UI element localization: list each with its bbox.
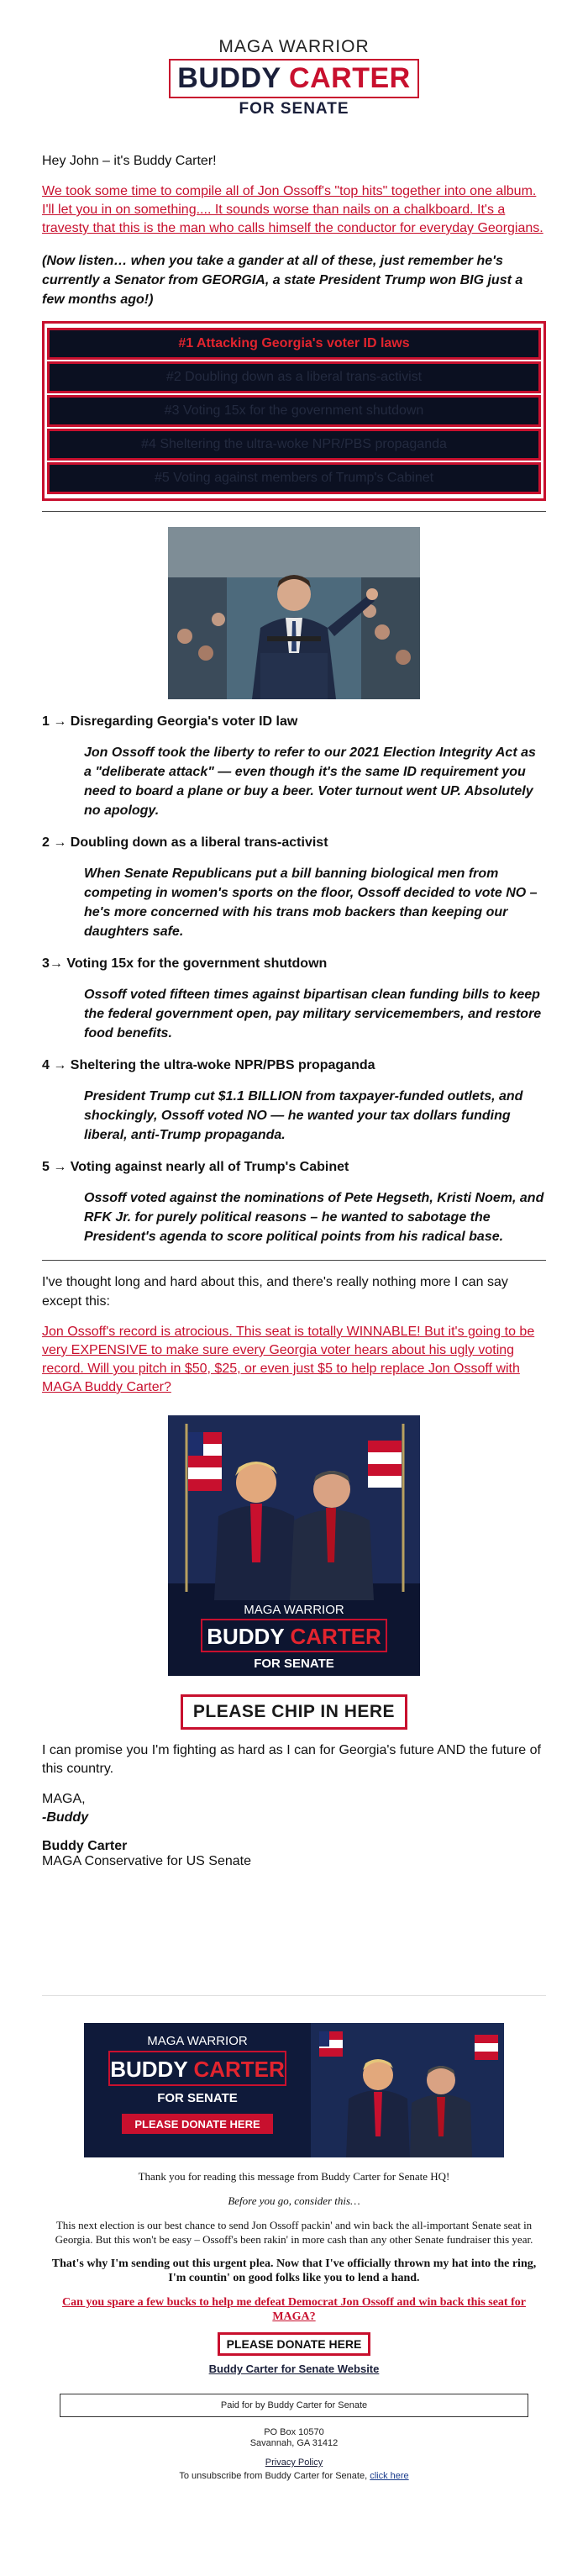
signoff: MAGA, bbox=[42, 1792, 86, 1806]
donate-wrap bbox=[42, 2332, 546, 2356]
banner-logo-top: MAGA WARRIOR bbox=[244, 1603, 344, 1617]
item-2-body: When Senate Republicans put a bill banning biological men from competing in women's sports on the floor, Ossoff decided to vote NO – he's more concerned with his trans mob backers than keeping our daughters safe. bbox=[84, 867, 538, 939]
address-line-1: PO Box 10570 bbox=[264, 2427, 324, 2437]
atrocious-paragraph bbox=[42, 1323, 546, 1397]
campaign-logo bbox=[42, 0, 546, 119]
logo-name-last: CARTER bbox=[289, 62, 411, 94]
promise-paragraph: I can promise you I'm fighting as hard as I can for Georgia's future AND the future of this country. bbox=[42, 1743, 541, 1776]
intro-link[interactable]: We took some time to compile all of Jon Ossoff's "top hits" together into one album. I'll let you in on something.... It sounds worse than nails on a chalkboard. It's a travesty that this is the man who calls himself the conductor for everyday Georgians. bbox=[42, 184, 543, 235]
item-3-body: Ossoff voted fifteen times against bipartisan clean funding bills to keep the federal government open, pay military servicemembers, and restore food benefits. bbox=[84, 988, 542, 1040]
signature-block bbox=[42, 1790, 546, 1827]
election-paragraph: This next election is our best chance to send Jon Ossoff packin' and win back the all-important Senate seat in Georgia. But this won't be easy – Ossoff's been rakin' in more cash than any other Senate fundraiser this year. bbox=[55, 2219, 533, 2246]
footer-divider bbox=[42, 1995, 546, 1996]
divider bbox=[42, 511, 546, 512]
item-2 bbox=[42, 835, 546, 941]
item-4-body: President Trump cut $1.1 BILLION from taxpayer-funded outlets, and shockingly, Ossoff voted NO — he wanted your tax dollars funding liberal, anti-Trump propaganda. bbox=[84, 1089, 523, 1142]
ossoff-photo bbox=[168, 527, 420, 699]
logo-name-box bbox=[169, 59, 418, 98]
address-line-2: Savannah, GA 31412 bbox=[249, 2438, 339, 2448]
item-1-body: Jon Ossoff took the liberty to refer to our 2021 Election Integrity Act as a "deliberate attack" — even though it's the same ID requirement you need to board a plane or buy a beer. Voter turnout went UP. Absolutely no apology. bbox=[84, 745, 536, 818]
greeting: Hey John – it's Buddy Carter! bbox=[42, 154, 217, 168]
item-3-title: 3→ Voting 15x for the government shutdown bbox=[42, 956, 328, 971]
chip-in-button[interactable]: PLEASE CHIP IN HERE bbox=[181, 1694, 407, 1730]
signature: -Buddy bbox=[42, 1810, 89, 1825]
item-4 bbox=[42, 1058, 546, 1145]
logo-name bbox=[177, 62, 410, 95]
website-link[interactable]: Buddy Carter for Senate Website bbox=[208, 2363, 380, 2375]
atrocious-link[interactable]: Jon Ossoff's record is atrocious. This seat is totally WINNABLE! But it's going to be very EXPENSIVE to make sure every Georgia voter hears about his ugly voting record. Will you pitch in $50, $25, or even just $5 to help replace Jon Ossoff with MAGA Buddy Carter? bbox=[42, 1325, 535, 1394]
item-1-title: 1 → Disregarding Georgia's voter ID law bbox=[42, 714, 298, 729]
banner-logo-top-2: MAGA WARRIOR bbox=[147, 2034, 248, 2048]
hit-bar-5[interactable]: #5 Voting against members of Trump's Cabinet bbox=[47, 462, 541, 494]
spare-link[interactable]: Can you spare a few bucks to help me defeat Democrat Jon Ossoff and win back this seat for MAGA? bbox=[62, 2296, 526, 2323]
photo-logo-last: CARTER bbox=[290, 1624, 381, 1649]
before-line: Before you go, consider this… bbox=[228, 2194, 360, 2207]
email-content bbox=[42, 0, 546, 2481]
chip-wrap bbox=[42, 1694, 546, 1730]
hit-bar-3[interactable]: #3 Voting 15x for the government shutdown bbox=[47, 395, 541, 427]
svg-text:BUDDY CARTER bbox=[207, 1624, 381, 1649]
hit-bar-1[interactable]: #1 Attacking Georgia's voter ID laws bbox=[47, 328, 541, 360]
banner-donate-button: PLEASE DONATE HERE bbox=[134, 2118, 260, 2131]
paid-for-box: Paid for by Buddy Carter for Senate bbox=[60, 2394, 528, 2417]
logo-sub-text: FOR SENATE bbox=[239, 100, 349, 118]
intro-paragraph bbox=[42, 182, 546, 238]
privacy-link[interactable]: Privacy Policy bbox=[265, 2457, 323, 2468]
intro-italic: (Now listen… when you take a gander at all of these, just remember he's currently a Senator from GEORGIA, a state President Trump won BIG just a few months ago!) bbox=[42, 254, 523, 307]
item-4-title: 4 → Sheltering the ultra-woke NPR/PBS propaganda bbox=[42, 1058, 375, 1072]
logo-name-first: BUDDY bbox=[177, 62, 281, 94]
banner-logo-sub: FOR SENATE bbox=[157, 2091, 238, 2105]
item-1 bbox=[42, 714, 546, 820]
trump-carter-photo[interactable] bbox=[168, 1415, 420, 1676]
unsubscribe-line bbox=[42, 2471, 546, 2481]
hit-bar-2[interactable]: #2 Doubling down as a liberal trans-activist bbox=[47, 361, 541, 393]
svg-text:BUDDY CARTER bbox=[110, 2057, 285, 2082]
think-paragraph: I've thought long and hard about this, and there's really nothing more I can say except this: bbox=[42, 1275, 508, 1309]
footer-title: MAGA Conservative for US Senate bbox=[42, 1854, 251, 1868]
logo-top-text: MAGA WARRIOR bbox=[218, 37, 370, 56]
item-5-title: 5 → Voting against nearly all of Trump's Cabinet bbox=[42, 1160, 349, 1174]
hit-bar-4[interactable]: #4 Sheltering the ultra-woke NPR/PBS propaganda bbox=[47, 429, 541, 461]
item-5 bbox=[42, 1160, 546, 1246]
photo-logo-first: BUDDY bbox=[207, 1624, 285, 1649]
unsubscribe-text: To unsubscribe from Buddy Carter for Senate, bbox=[179, 2471, 368, 2481]
footer-name: Buddy Carter bbox=[42, 1839, 128, 1853]
thanks-line: Thank you for reading this message from Buddy Carter for Senate HQ! bbox=[138, 2170, 450, 2183]
mailing-address bbox=[42, 2427, 546, 2449]
item-2-title: 2 → Doubling down as a liberal trans-activist bbox=[42, 835, 328, 850]
donate-button[interactable]: PLEASE DONATE HERE bbox=[218, 2332, 371, 2356]
unsubscribe-link[interactable]: click here bbox=[370, 2471, 409, 2481]
item-3 bbox=[42, 956, 546, 1043]
banner-logo-last: CARTER bbox=[193, 2057, 285, 2082]
donate-banner[interactable] bbox=[84, 2023, 504, 2157]
banner-logo-first: BUDDY bbox=[110, 2057, 188, 2082]
divider bbox=[42, 1260, 546, 1261]
item-5-body: Ossoff voted against the nominations of Pete Hegseth, Kristi Noem, and RFK Jr. for purely political reasons – he wanted to sabotage the President's agenda to score political points from his radical base. bbox=[84, 1191, 544, 1244]
urgent-paragraph: That's why I'm sending out this urgent plea. Now that I've officially thrown my hat into the ring, I'm countin' on good folks like you to lend a hand. bbox=[51, 2257, 537, 2284]
photo-logo-sub: FOR SENATE bbox=[254, 1657, 334, 1671]
hits-list bbox=[42, 321, 546, 501]
